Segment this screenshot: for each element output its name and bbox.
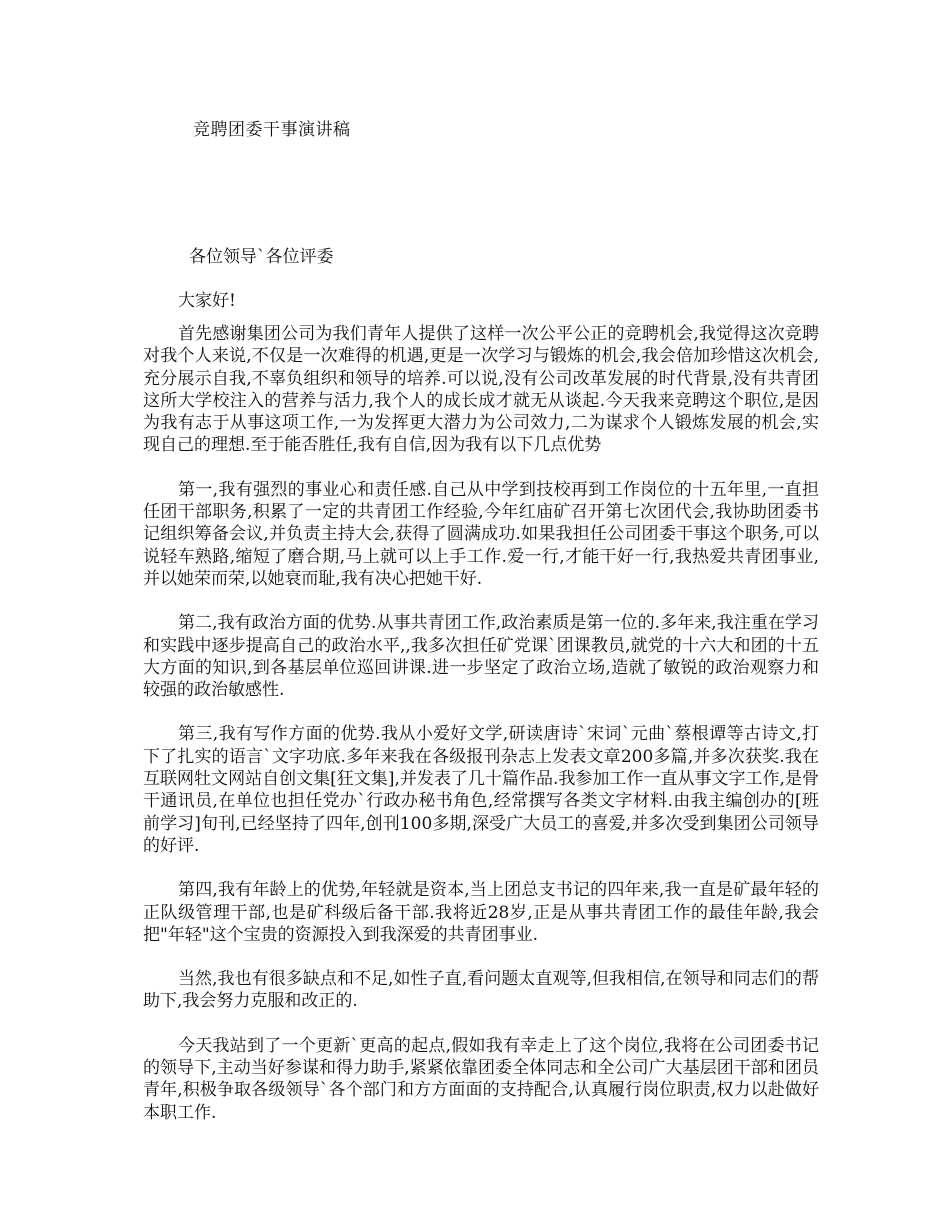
- salutation: 各位领导`各位评委: [189, 247, 334, 267]
- paragraph-fourth-advantage: 第四,我有年龄上的优势,年轻就是资本,当上团总支书记的四年来,我一直是矿最年轻的正队级管理干部,也是矿科级后备干部.我将近28岁,正是从事共青团工作的最佳年龄,我会把"年轻"这个宝贵的资源投入到我深爱的共青团事业.: [143, 880, 819, 945]
- paragraph-shortcomings: 当然,我也有很多缺点和不足,如性子直,看问题太直观等,但我相信,在领导和同志们的帮助下,我会努力克服和改正的.: [143, 969, 819, 1012]
- document-body: [143, 323, 819, 1146]
- paragraph-closing: 今天我站到了一个更新`更高的起点,假如我有幸走上了这个岗位,我将在公司团委书记的领导下,主动当好参谋和得力助手,紧紧依靠团委全体同志和全公司广大基层团干部和团员青年,积极争取各级领导`各个部门和方方面面的支持配合,认真履行岗位职责,权力以赴做好本职工作.: [143, 1035, 819, 1123]
- paragraph-first-advantage: 第一,我有强烈的事业心和责任感.自己从中学到技校再到工作岗位的十五年里,一直担任团干部职务,积累了一定的共青团工作经验,今年红庙矿召开第七次团代会,我协助团委书记组织筹备会议,并负责主持大会,获得了圆满成功.如果我担任公司团委干事这个职务,可以说轻车熟路,缩短了磨合期,马上就可以上手工作.爱一行,才能干好一行,我热爱共青团事业,并以她荣而荣,以她衰而耻,我有决心把她干好.: [143, 479, 819, 589]
- paragraph-intro: 首先感谢集团公司为我们青年人提供了这样一次公平公正的竞聘机会,我觉得这次竞聘对我个人来说,不仅是一次难得的机遇,更是一次学习与锻炼的机会,我会倍加珍惜这次机会,充分展示自我,不辜负组织和领导的培养.可以说,没有公司改革发展的时代背景,没有共青团这所大学校注入的营养与活力,我个人的成长成才就无从谈起.今天我来竞聘这个职位,是因为我有志于从事这项工作,一为发挥更大潜力为公司效力,二为谋求个人锻炼发展的机会,实现自己的理想.至于能否胜任,我有自信,因为我有以下几点优势: [143, 324, 819, 456]
- greeting: 大家好!: [178, 291, 236, 311]
- paragraph-second-advantage: 第二,我有政治方面的优势.从事共青团工作,政治素质是第一位的.多年来,我注重在学习和实践中逐步提高自己的政治水平,,我多次担任矿党课`团课教员,就党的十六大和团的十五大方面的知识,到各基层单位巡回讲课.进一步坚定了政治立场,造就了敏锐的政治观察力和较强的政治敏感性.: [143, 613, 819, 701]
- paragraph-third-advantage: 第三,我有写作方面的优势.我从小爱好文学,研读唐诗`宋词`元曲`蔡根谭等古诗文,打下了扎实的语言`文字功底.多年来我在各级报刊杂志上发表文章200多篇,并多次获奖.我在互联网牡文网站自创文集[狂文集],并发表了几十篇作品.我参加工作一直从事文字工作,是骨干通讯员,在单位也担任党办`行政办秘书角色,经常撰写各类文字材料.由我主编创办的[班前学习]旬刊,已经坚持了四年,创刊100多期,深受广大员工的喜爱,并多次受到集团公司领导的好评.: [143, 724, 819, 856]
- document-title: 竞聘团委干事演讲稿: [193, 120, 351, 140]
